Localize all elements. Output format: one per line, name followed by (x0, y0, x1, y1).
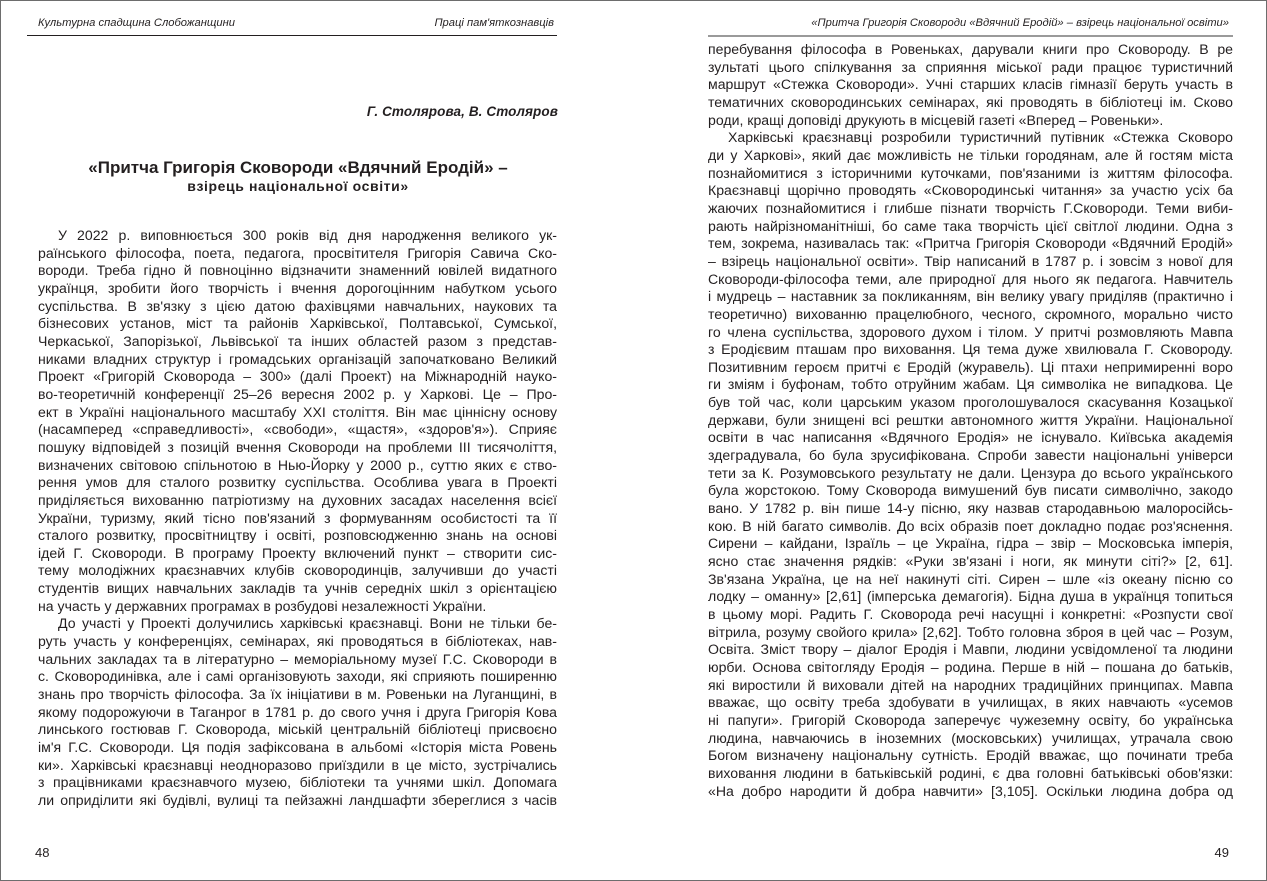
text-line: був той час, коли царським указом проголошувалося скасування Козацької (708, 394, 1233, 411)
paragraph (38, 615, 557, 809)
text-line: визначених світовою спільнотою в Нью-Йорку у 2000 р., суттю яких є ство- (38, 456, 557, 473)
text-line: Богом визначену національну сутність. Еродій вважає, що починати треба (708, 747, 1233, 764)
text-line: Сковороди-філософа теми, але природної для нього як педагога. Навчитель (708, 270, 1233, 287)
running-head-right: Праці пам'яткознавців (434, 17, 554, 29)
text-line: го члена суспільства, здорового духом і тілом. У притчі розмовляють Мавпа (708, 323, 1233, 340)
text-line: ідей Г. Сковороди. В програму Проекту включений пункт – створити сис- (38, 544, 557, 561)
text-line: приділяється вихованню патріотизму на духовних засадах населення всієї (38, 491, 557, 508)
text-line: студентів вищих навчальних закладів та учнів середніх шкіл з орієнтацією (38, 580, 557, 597)
page-number-left: 48 (35, 845, 50, 860)
text-line: з працівниками краєзнавчого музею, бібліотеки та учнями шкіл. Допомага (38, 774, 557, 791)
text-line: маршрут «Стежка Сковороди». Учні старших класів гімназії беруть участь в (708, 76, 1233, 93)
text-line: ди у Харкові», який дає можливість не тільки городянам, але й гостям міста (708, 146, 1233, 163)
text-line: вано. У 1782 р. він пише 14-у пісню, яку назвав стародавньою малоросійсь- (708, 500, 1233, 517)
text-line: чальних закладах та в літературно – меморіальному музеї Г.С. Сковороди в (38, 650, 557, 667)
header-rule (708, 35, 1233, 37)
text-line: держави, були знищені всі рештки автономного життя України. Національної (708, 411, 1233, 428)
text-line: була жорстокою. Тому Сковорода вимушений був писати символічно, закодо (708, 482, 1233, 499)
left-page (0, 0, 633, 881)
text-line: До участі у Проекті долучились харківські краєзнавці. Вони не тільки бе- (58, 615, 557, 632)
text-line: людина, навчаючись в іноземних (московських) училищах, утрачала свою (708, 729, 1233, 746)
text-line: Краєзнавці щорічно проводять «Сковородинські читання» за участю усіх ба (708, 182, 1233, 199)
text-line: виховання людини в батьківській родині, є два головні батьківські обов'язки: (708, 764, 1233, 781)
text-line: тему молодіжних краєзнавчих клубів сковородинців, залучивши до участі (38, 562, 557, 579)
page-number-right: 49 (1214, 845, 1229, 860)
running-head-left: Культурна спадщина Слобожанщини (38, 17, 235, 29)
text-line: зультаті цього спілкування за сприяння міської ради працює туристичний (708, 58, 1233, 75)
article-authors: Г. Столярова, В. Столяров (366, 104, 558, 119)
text-line: пошуку відповідей з позицій вчення Сковороди на проблеми III тисячоліття, (38, 438, 557, 455)
text-line: рення умов для сталого розвитку суспільства. Особлива увага в Проекті (38, 474, 557, 491)
text-line: с. Сковородинівка, але і самі організовують заходи, які сприяють поширенню (38, 668, 557, 685)
text-line: України, туризму, який тісно пов'язаний з формуванням особистості та її (38, 509, 557, 526)
text-line: (насамперед «справедливості», «свободи», «щастя», «здоров'я»). Сприяє (38, 421, 557, 438)
text-line: роди, кращі доповіді друкують в місцевій газеті «Вперед – Ровеньки». (708, 111, 1164, 128)
header-rule-full (27, 35, 557, 36)
text-line: вороди. Треба гідно й повноцінно відзначити знаменний ювілей видатного (38, 262, 557, 279)
text-line: тем, зокрема, називалась так: «Притча Григорія Сковороди «Вдячний Еродій» (708, 235, 1233, 252)
text-line: Проект «Григорій Сковорода – 300» (далі Проект) на Міжнародній науко- (38, 368, 557, 385)
article-title-line2: взірець національної освіти» (187, 178, 409, 194)
text-line: ект в Україні національного масштабу XXI століття. Він має ціннісну основу (38, 403, 557, 420)
text-line: які виростили й виховали дітей на народних традиційних принципах. Мавпа (708, 676, 1233, 693)
text-line: юрби. Основа світогляду Еродія – родина. Перше в ній – пошана до батьків, (708, 658, 1233, 675)
text-line: здеградувала, бо була зрусифікована. Спроби завести національні універси (708, 447, 1233, 464)
text-line: Черкаської, Запорізької, Львівської та інших областей разом з представ- (38, 332, 557, 349)
text-line: Сирени – кайдани, Ізраїль – це Україна, гідра – звір – Московська імперія, (708, 535, 1233, 552)
text-line: вітрила, розуму свойого крила» [2,62]. Тобто головна зброя в цей час – Розум, (708, 623, 1233, 640)
text-line: сталого розвитку, просвітництву і освіті, розповсюдженню знань на основі (38, 527, 557, 544)
text-line: теоретично) вихованню працелюбного, чесного, скромного, морально чисто (708, 305, 1233, 322)
paragraph (38, 227, 557, 615)
paragraph (708, 129, 1233, 800)
text-line: бізнесових установ, міст та районів Харківської, Полтавської, Сумської, (38, 315, 557, 332)
article-title-line1: «Притча Григорія Сковороди «Вдячний Еродій» – (88, 158, 508, 177)
text-line: жаючих познайомитися і глибше пізнати творчість Г.Сковороди. Теми виби- (708, 199, 1233, 216)
text-line: Освіта. Зміст твору – діалог Еродія і Мавпи, людини усвідомленої та людини (708, 641, 1233, 658)
text-line: освіти в час написання «Вдячного Еродія» не існувало. Київська академія (708, 429, 1233, 446)
text-line: з Еродієвим пташам про виховання. Ця тема дуже хвилювала Г. Сковороду. (708, 341, 1233, 358)
text-line: ги зміям і буфонам, тобто отруйним жабам. Ця символіка не випадкова. Це (708, 376, 1233, 393)
text-line: ні папуги». Григорій Сковорода заперечує чужеземну освіту, бо українська (708, 711, 1233, 728)
text-line: Зв'язана Україна, це на неї накинуті сіті. Сирен – шле «із океану пісню со (708, 570, 1233, 587)
text-line: українця, зробити його творчість і вчення дорогоцінним набутком усього (38, 279, 557, 296)
text-line: ясно стає значення рядків: «Руки зв'язані і ноги, як минути сіті?» [2, 61]. (708, 553, 1233, 570)
text-line: во-теоретичній конференції 25–26 вересня 2002 р. у Харкові. Це – Про- (38, 385, 557, 402)
paragraph (708, 41, 1233, 129)
text-line: і мудрець – наставник за покликанням, він велику увагу приділяв (практично і (708, 288, 1233, 305)
text-line: знань про творчість філософа. За їх ініціативи в м. Ровеньки на Луганщині, в (38, 686, 557, 703)
text-line: тети за К. Розумовського результату не дали. Цензура до всього українського (708, 464, 1233, 481)
article-title (36, 158, 560, 196)
text-line: ли оприділити які будівлі, вулиці та пейзажні ландшафти збереглися з часів (38, 792, 557, 808)
text-line: лодку – оманну» [2,61] (імперська демагогія). Бідна душа в українця топиться (708, 588, 1233, 605)
text-line: – взірець національної освіти». Твір написаний в 1787 р. і зовсім з нової для (708, 252, 1233, 269)
text-line: перебування філософа в Ровеньках, дарували книги про Сковороду. В ре (708, 41, 1233, 57)
text-line: суспільства. В зв'язку з цією датою фахівцями навчальних, наукових та (38, 297, 557, 314)
text-line: познайомитися з історичними куточками, пов'язаними із життям філософа. (708, 164, 1233, 181)
right-page (633, 0, 1267, 881)
right-body-text (708, 41, 1233, 800)
text-line: никами владних структур і громадських організацій започатковано Великий (38, 350, 557, 367)
text-line: на участь у державних програмах в розбудові незалежності України. (38, 597, 487, 614)
text-line: раїнського філософа, поета, педагога, просвітителя Григорія Савича Ско- (38, 244, 557, 261)
text-line: вважає, що освіту треба здобувати в училищах, в яких навчають «усемов (708, 694, 1233, 711)
text-line: Харківські краєзнавці розробили туристичний путівник «Стежка Сковоро (728, 129, 1233, 146)
text-line: ім'я Г.С. Сковороди. Ця подія зафіксована в альбомі «Історія міста Ровень (38, 739, 557, 756)
left-body-text (38, 227, 557, 810)
text-line: линського гостював Г. Сковорода, міській центральній бібліотеці присвоєно (38, 721, 557, 738)
running-head: «Притча Григорія Сковороди «Вдячний Еродій» – взірець національної освіти» (811, 17, 1229, 29)
text-line: в цьому морі. Радить Г. Сковорода речі насущні і конкретні: «Розпусти свої (708, 606, 1233, 622)
text-line: Позитивним героєм притчі є Еродій (журавель). Ці птахи непримиренні воро (708, 358, 1233, 375)
text-line: руть участь у конференціях, семінарах, які проводяться в бібліотеках, нав- (38, 633, 557, 650)
text-line: кою. В ній багато символів. До всіх образів поет докладно подає роз'яснення. (708, 517, 1233, 534)
text-line: «На добро народити й добра навчити» [3,105]. Оскільки людина добра од (708, 782, 1233, 799)
text-line: рають найрізноманітніші, бо саме така творчість цієї світлої людини. Одна з (708, 217, 1233, 234)
text-line: якому подорожуючи в Таганрог в 1781 р. до свого учня і друга Григорія Кова (38, 703, 557, 720)
text-line: ки». Харківські краєзнавці неодноразово приїздили в це місто, зустрічались (38, 756, 557, 773)
text-line: тематичних сковородинських семінарах, які проводять в бібліотеці ім. Сково (708, 93, 1233, 110)
text-line: У 2022 р. виповнюється 300 років від дня народження великого ук- (58, 227, 557, 243)
